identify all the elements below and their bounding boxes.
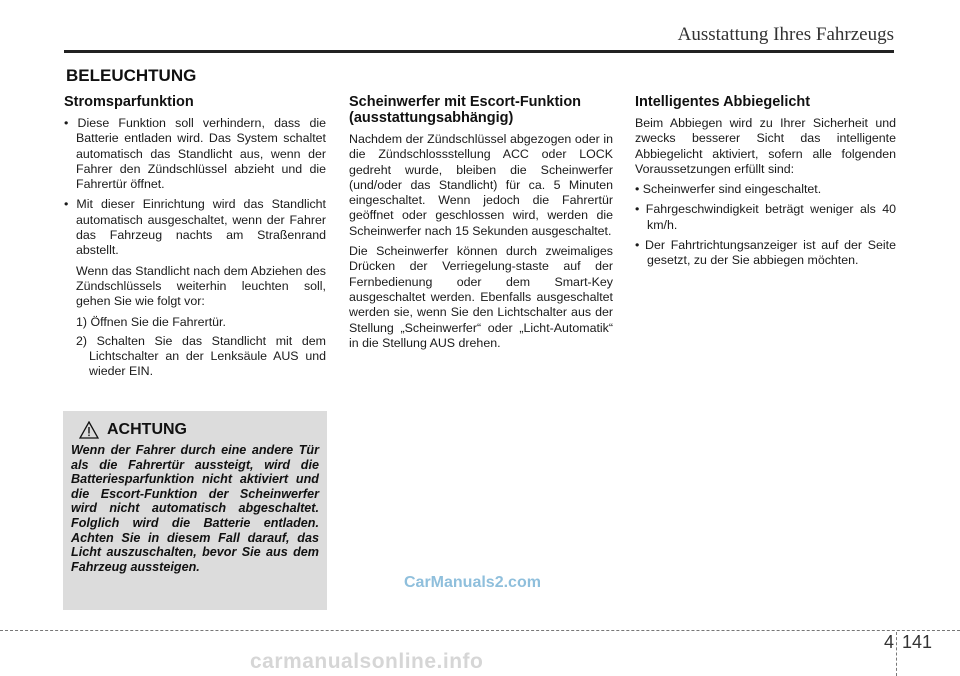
warning-text: Wenn der Fahrer durch eine andere Tür als die Fahrertür aussteigt, wird die Batteriesparfunktion nicht aktiviert und die Escort-Funktion der Scheinwerfer wird nicht automatisch abgeschaltet. Folglich wird die Batterie entladen. Achten Sie in diesem Fall darauf, das Licht auszuschalten, bevor Sie aus dem Fahrzeug aussteigen. [71,443,319,574]
section-title: BELEUCHTUNG [66,66,197,85]
footer-dashed-rule [0,630,960,631]
chapter-title: Ausstattung Ihres Fahrzeugs [677,24,894,45]
bullet-item: • Mit dieser Einrichtung wird das Standlicht automatisch ausgeschaltet, wenn der Fahrer das Fahrzeug nachts am Straßenrand abstellt. [64,197,326,258]
heading-escort-funktion [349,94,613,126]
page-number-separator [896,632,897,676]
footer-site-watermark: carmanualsonline.info [250,650,484,673]
heading-line: (ausstattungsabhängig) [349,110,514,126]
paragraph: Beim Abbiegen wird zu Ihrer Sicherheit und zwecks besserer Sicht das intelligente Abbiegelicht aktiviert, sofern alle folgenden Voraussetzungen erfüllt sind: [635,116,896,176]
column-abbiegelicht [635,94,896,274]
warning-header [79,421,327,439]
paragraph: Die Scheinwerfer können durch zweimaliges Drücken der Verriegelung-staste auf der Fernbedienung oder dem Smart-Key ausgeschaltet werden. Ebenfalls ausgeschaltet werden sie, wenn Sie den Lichtschalter aus der Stellung „Scheinwerfer“ oder „Licht-Automatik“ in die Stellung AUS drehen. [349,244,613,350]
page-number: 141 [902,632,933,652]
paragraph: Nachdem der Zündschlüssel abgezogen oder in die Zündschlossstellung ACC oder LOCK gedreht wurde, bleiben die Scheinwerfer (und/oder das Standlicht) für ca. 5 Minuten eingeschaltet. Wenn jedoch die Fahrertür geöffnet oder geschlossen wird, werden die Scheinwerfer nach 15 Sekunden ausgeschaltet. [349,132,613,238]
heading-line: Scheinwerfer mit Escort-Funktion [349,94,582,110]
bullet-item: • Der Fahrtrichtungsanzeiger ist auf der Seite gesetzt, zu der Sie abbiegen möchten. [635,238,896,268]
column-escort-funktion [349,94,613,356]
bullet-item: • Fahrgeschwindigkeit beträgt weniger als 40 km/h. [635,202,896,232]
chapter-number: 4 [884,632,895,652]
column-stromsparfunktion [64,94,326,384]
warning-triangle-icon [79,421,99,439]
heading-stromsparfunktion: Stromsparfunktion [64,94,194,110]
heading-abbiegelicht: Intelligentes Abbiegelicht [635,94,811,110]
header-rule [64,50,894,53]
watermark-logo: CarManuals2.com [404,574,541,591]
step-item: 1) Öffnen Sie die Fahrertür. [76,314,226,329]
warning-title: ACHTUNG [107,421,187,438]
bullet-item: • Scheinwerfer sind eingeschaltet. [635,182,822,197]
bullet-item: • Diese Funktion soll verhindern, dass die Batterie entladen wird. Das System schaltet automatisch das Standlicht aus, wenn der Fahrer den Zündschlüssel abzieht und die Fahrertür öffnet. [64,116,326,192]
paragraph: Wenn das Standlicht nach dem Abziehen des Zündschlüssels weiterhin leuchten soll, gehen Sie wie folgt vor: [76,263,326,309]
step-item: 2) Schalten Sie das Standlicht mit dem Lichtschalter an der Lenksäule AUS und wieder EIN. [76,333,326,379]
warning-box [63,411,327,610]
